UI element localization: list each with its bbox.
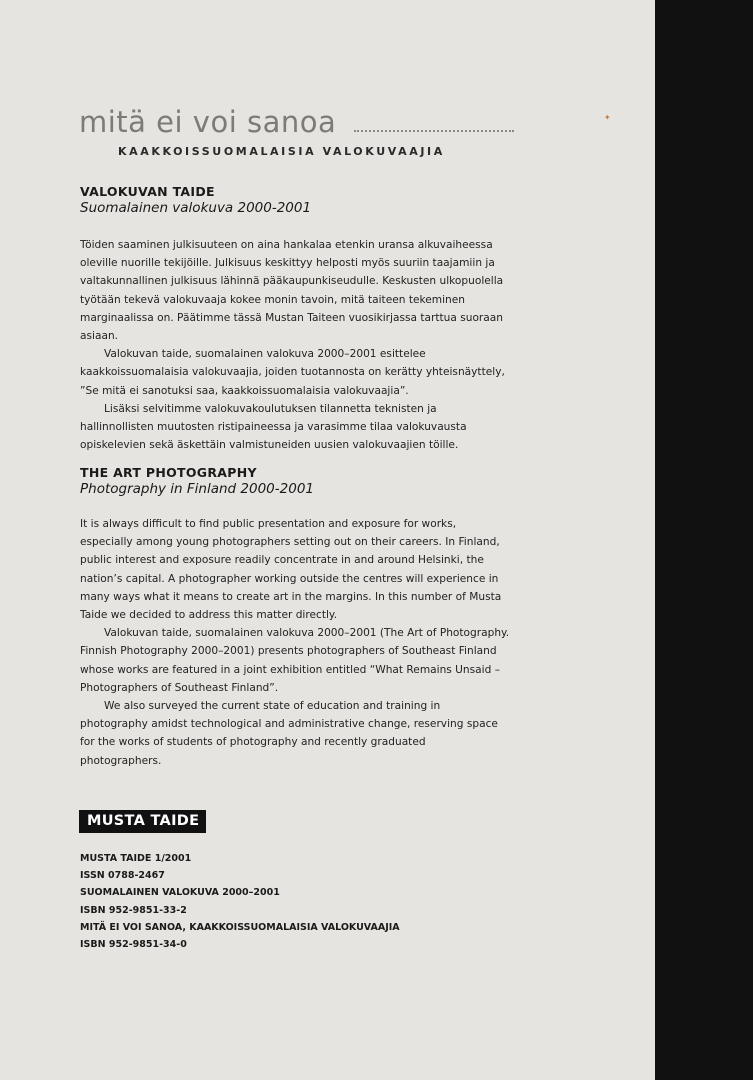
finnish-paragraph-3: Lisäksi selvitimme valokuvakoulutuksen tilannetta teknisten ja hallinnollisten muutosten ristipaineessa ja varasimme tilaa valokuvausta opiskelevien sekä äskettäin valmistuneiden uusien valokuvaajien töille.: [80, 402, 467, 452]
english-paragraph-1: It is always difficult to find public presentation and exposure for works, especially among young photographers setting out on their careers. In Finland, public interest and exposure readily concentrate in and around Helsinki, the nation’s capital. A photographer working outside the centres will experience in many ways what it means to create art in the margins. In this number of Musta Taide we decided to address this matter directly.: [80, 518, 502, 622]
finnish-paragraph-2: Valokuvan taide, suomalainen valokuva 2000–2001 esittelee kaakkoissuomalaisia valokuvaajia, joiden tuotannosta on kerätty yhteisnäyttely, ”Se mitä ei sanotuksi saa, kaakkoissuomalaisia valokuvaajia”.: [80, 348, 505, 397]
dotted-rule: [354, 130, 514, 132]
english-heading: THE ART PHOTOGRAPHY: [80, 465, 257, 480]
colophon-line: ISBN 952-9851-34-0: [80, 939, 187, 951]
english-body: [80, 515, 510, 770]
musta-taide-logo: MUSTA TAIDE: [79, 810, 206, 833]
finnish-subheading: Suomalainen valokuva 2000-2001: [80, 200, 312, 216]
colophon-line: ISSN 0788-2467: [80, 870, 165, 882]
dark-background-edge: [655, 0, 753, 1080]
orange-mark-icon: ✦: [604, 113, 611, 122]
colophon: [80, 850, 400, 953]
finnish-body: [80, 236, 510, 454]
subtitle: KAAKKOISSUOMALAISIA VALOKUVAAJIA: [118, 145, 445, 158]
colophon-line: MUSTA TAIDE 1/2001: [80, 853, 192, 864]
english-paragraph-2: Valokuvan taide, suomalainen valokuva 2000–2001 (The Art of Photography. Finnish Photography 2000–2001) presents photographers of Southeast Finland whose works are featured in a joint exhibition entitled “What Remains Unsaid – Photographers of Southeast Finland”.: [80, 627, 510, 694]
title-row: [79, 104, 519, 144]
english-subheading: Photography in Finland 2000-2001: [80, 481, 315, 497]
finnish-paragraph-1: Töiden saaminen julkisuuteen on aina hankalaa etenkin uransa alkuvaiheessa oleville nuorille tekijöille. Julkisuus keskittyy helposti myös suuriin taajamiin ja valtakunnallinen julkisuus lähinnä pääkaupunkiseudulle. Keskusten ulkopuolella työtään tekevä valokuvaaja kokee monin tavoin, mitä taiteen tekeminen marginaalissa on. Päätimme tässä Mustan Taiteen vuosikirjassa tarttua suoraan asiaan.: [80, 239, 504, 343]
colophon-line: MITÄ EI VOI SANOA, KAAKKOISSUOMALAISIA VALOKUVAAJIA: [80, 921, 400, 933]
colophon-line: ISBN 952-9851-33-2: [80, 904, 187, 916]
english-paragraph-3: We also surveyed the current state of education and training in photography amidst technological and administrative change, reserving space for the works of students of photography and recently graduated photographers.: [80, 700, 498, 767]
colophon-line: SUOMALAINEN VALOKUVA 2000–2001: [80, 887, 280, 899]
finnish-heading: VALOKUVAN TAIDE: [80, 184, 215, 199]
main-title: mitä ei voi sanoa: [79, 105, 337, 139]
